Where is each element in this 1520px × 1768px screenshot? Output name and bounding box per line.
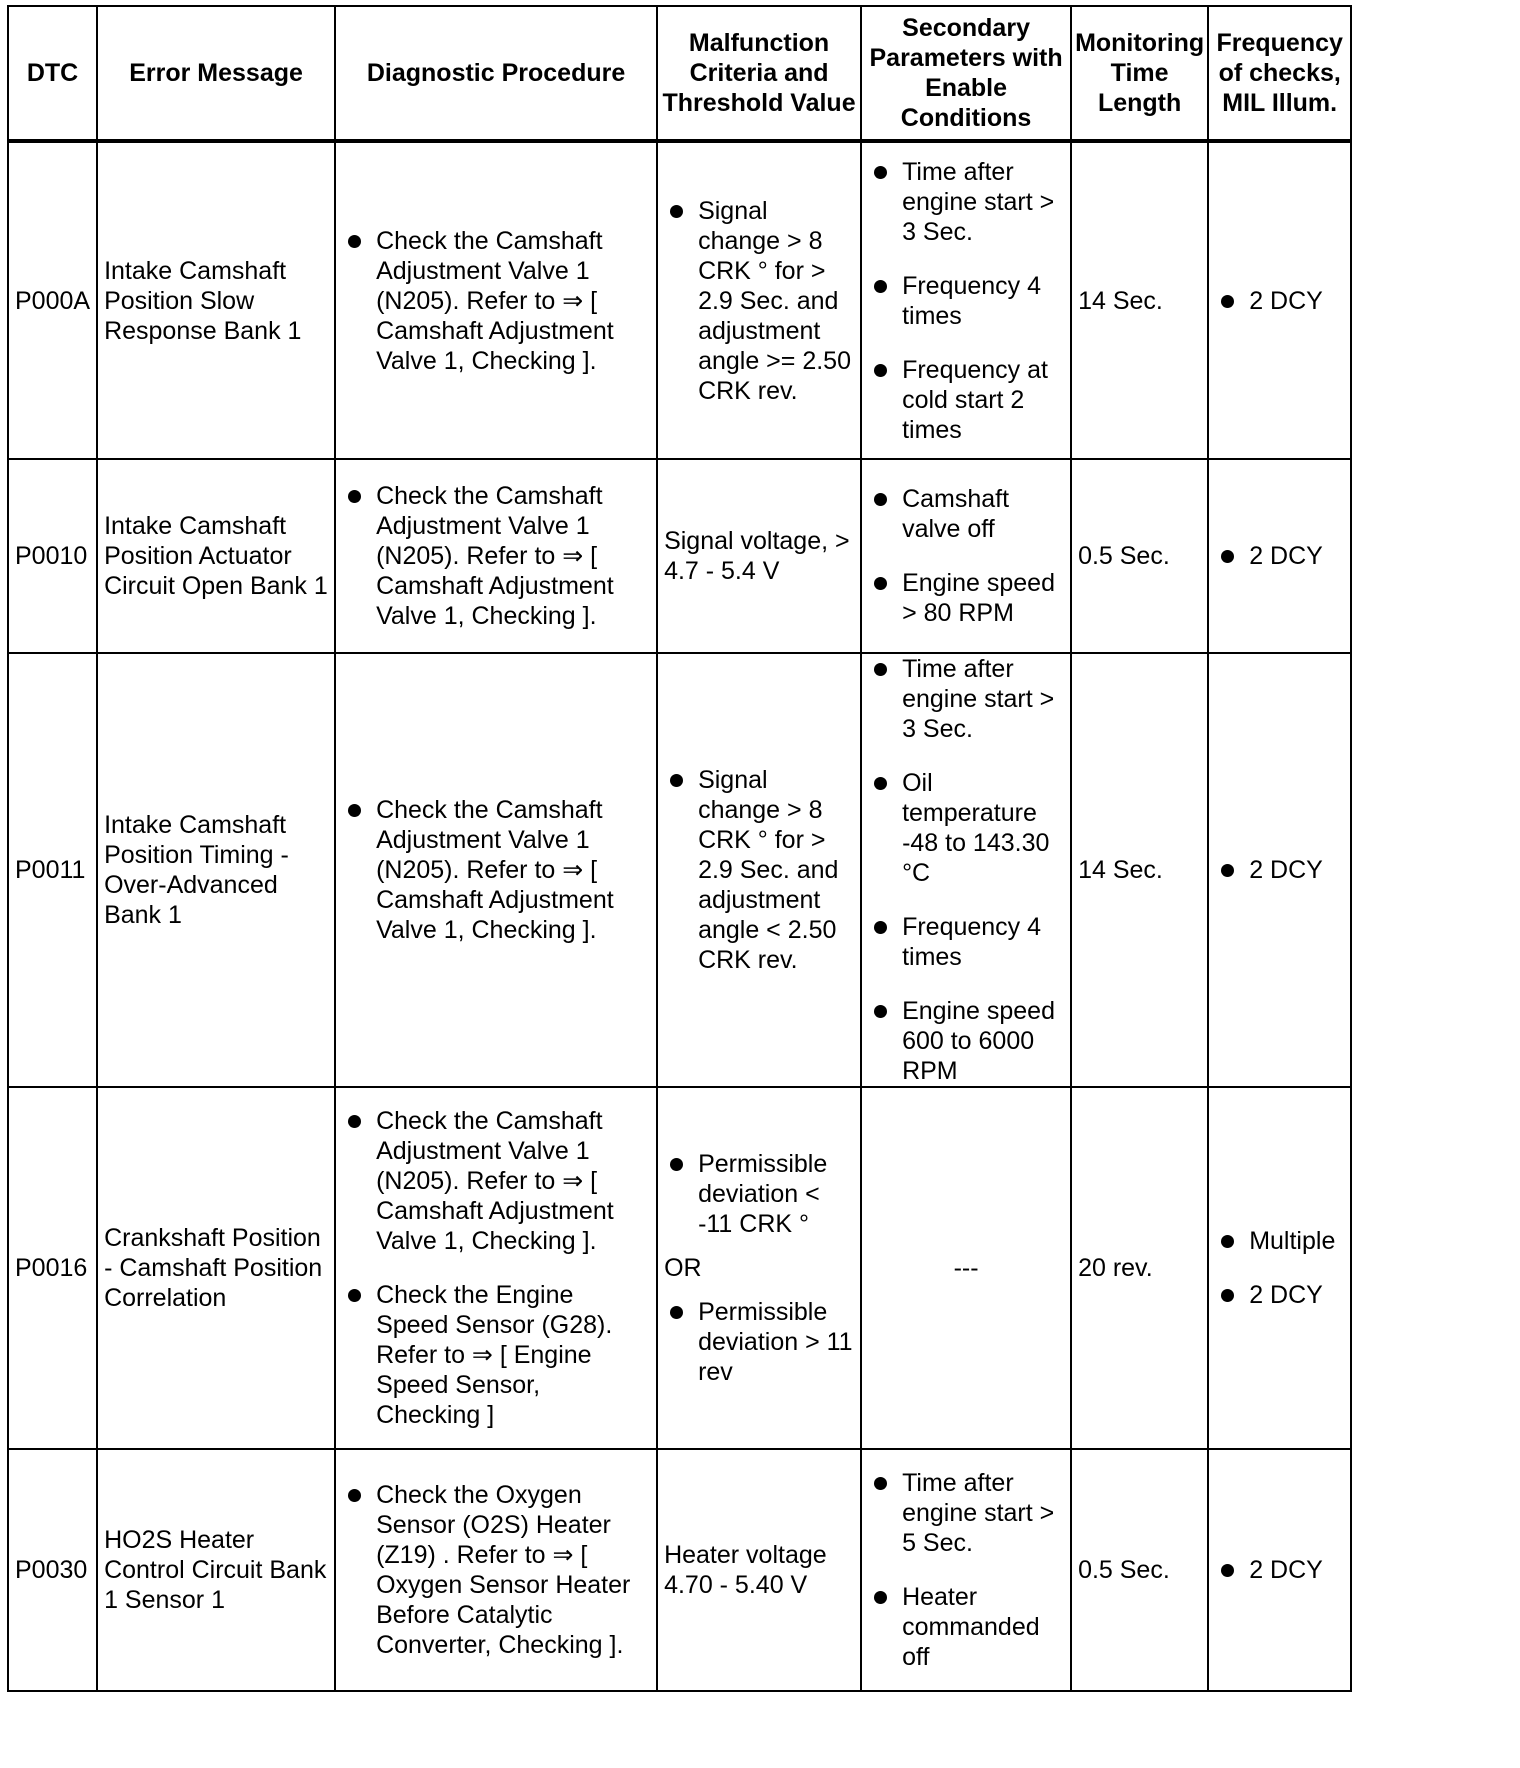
malfunction-criteria: Signal voltage, > 4.7 - 5.4 V bbox=[657, 459, 861, 653]
table-row bbox=[8, 653, 1351, 1087]
diagnostic-procedure bbox=[335, 1449, 657, 1691]
dtc-code: P0016 bbox=[8, 1087, 97, 1449]
frequency-item: 2 DCY bbox=[1215, 855, 1344, 885]
header-dtc: DTC bbox=[8, 6, 97, 141]
frequency-item: Multiple bbox=[1215, 1226, 1344, 1256]
secondary-parameters bbox=[861, 653, 1071, 1087]
frequency-cell bbox=[1208, 1087, 1351, 1449]
criteria-item: Permissible deviation < -11 CRK ° bbox=[664, 1149, 854, 1239]
secondary-parameters bbox=[861, 459, 1071, 653]
criteria-item: Signal change > 8 CRK ° for > 2.9 Sec. and adjustment angle < 2.50 CRK rev. bbox=[664, 765, 854, 975]
table-row bbox=[8, 1449, 1351, 1691]
table-row bbox=[8, 141, 1351, 459]
secondary-item: Heater commanded off bbox=[868, 1582, 1064, 1672]
header-diagnostic-procedure: Diagnostic Procedure bbox=[335, 6, 657, 141]
header-error-message: Error Message bbox=[97, 6, 335, 141]
procedure-item: Check the Oxygen Sensor (O2S) Heater (Z19) . Refer to ⇒ [ Oxygen Sensor Heater Before Catalytic Converter, Checking ]. bbox=[342, 1480, 650, 1660]
monitoring-time: 0.5 Sec. bbox=[1071, 459, 1208, 653]
header-monitoring-time: Monitoring Time Length bbox=[1071, 6, 1208, 141]
frequency-item: 2 DCY bbox=[1215, 1280, 1344, 1310]
secondary-item: Engine speed > 80 RPM bbox=[868, 568, 1064, 628]
error-message: Intake Camshaft Position Slow Response Bank 1 bbox=[97, 141, 335, 459]
frequency-cell bbox=[1208, 459, 1351, 653]
secondary-item: Frequency 4 times bbox=[868, 271, 1064, 331]
procedure-item: Check the Camshaft Adjustment Valve 1 (N205). Refer to ⇒ [ Camshaft Adjustment Valve 1, Checking ]. bbox=[342, 226, 650, 376]
criteria-item: Permissible deviation > 11 rev bbox=[664, 1297, 854, 1387]
secondary-item: Frequency at cold start 2 times bbox=[868, 355, 1064, 445]
header-secondary-parameters: Secondary Parameters with Enable Conditions bbox=[861, 6, 1071, 141]
frequency-item: 2 DCY bbox=[1215, 541, 1344, 571]
error-message: HO2S Heater Control Circuit Bank 1 Sensor 1 bbox=[97, 1449, 335, 1691]
frequency-cell bbox=[1208, 1449, 1351, 1691]
diagnostic-procedure bbox=[335, 141, 657, 459]
frequency-item: 2 DCY bbox=[1215, 1555, 1344, 1585]
dtc-table bbox=[7, 5, 1352, 1692]
secondary-item: Oil temperature -48 to 143.30 °C bbox=[868, 768, 1064, 888]
dtc-code: P0030 bbox=[8, 1449, 97, 1691]
secondary-item: Time after engine start > 5 Sec. bbox=[868, 1468, 1064, 1558]
secondary-item: Time after engine start > 3 Sec. bbox=[868, 157, 1064, 247]
diagnostic-procedure bbox=[335, 459, 657, 653]
header-frequency: Frequency of checks, MIL Illum. bbox=[1208, 6, 1351, 141]
frequency-cell bbox=[1208, 653, 1351, 1087]
dtc-code: P000A bbox=[8, 141, 97, 459]
table-row bbox=[8, 459, 1351, 653]
malfunction-criteria bbox=[657, 141, 861, 459]
error-message: Intake Camshaft Position Actuator Circuit Open Bank 1 bbox=[97, 459, 335, 653]
dtc-code: P0010 bbox=[8, 459, 97, 653]
frequency-item: 2 DCY bbox=[1215, 286, 1344, 316]
secondary-item: Time after engine start > 3 Sec. bbox=[868, 654, 1064, 744]
malfunction-criteria bbox=[657, 1087, 861, 1449]
procedure-item: Check the Camshaft Adjustment Valve 1 (N205). Refer to ⇒ [ Camshaft Adjustment Valve 1, Checking ]. bbox=[342, 481, 650, 631]
error-message: Crankshaft Position - Camshaft Position Correlation bbox=[97, 1087, 335, 1449]
procedure-item: Check the Engine Speed Sensor (G28). Refer to ⇒ [ Engine Speed Sensor, Checking ] bbox=[342, 1280, 650, 1430]
header-row bbox=[8, 6, 1351, 141]
monitoring-time: 14 Sec. bbox=[1071, 141, 1208, 459]
secondary-item: Camshaft valve off bbox=[868, 484, 1064, 544]
table-row bbox=[8, 1087, 1351, 1449]
criteria-item: Signal change > 8 CRK ° for > 2.9 Sec. and adjustment angle >= 2.50 CRK rev. bbox=[664, 196, 854, 406]
monitoring-time: 14 Sec. bbox=[1071, 653, 1208, 1087]
header-malfunction-criteria: Malfunction Criteria and Threshold Value bbox=[657, 6, 861, 141]
diagnostic-procedure bbox=[335, 653, 657, 1087]
monitoring-time: 0.5 Sec. bbox=[1071, 1449, 1208, 1691]
secondary-item: Engine speed 600 to 6000 RPM bbox=[868, 996, 1064, 1086]
diagnostic-procedure bbox=[335, 1087, 657, 1449]
procedure-item: Check the Camshaft Adjustment Valve 1 (N205). Refer to ⇒ [ Camshaft Adjustment Valve 1, Checking ]. bbox=[342, 1106, 650, 1256]
criteria-or: OR bbox=[664, 1254, 702, 1282]
secondary-parameters bbox=[861, 1449, 1071, 1691]
malfunction-criteria: Heater voltage 4.70 - 5.40 V bbox=[657, 1449, 861, 1691]
error-message: Intake Camshaft Position Timing - Over-Advanced Bank 1 bbox=[97, 653, 335, 1087]
dtc-code: P0011 bbox=[8, 653, 97, 1087]
malfunction-criteria bbox=[657, 653, 861, 1087]
frequency-cell bbox=[1208, 141, 1351, 459]
monitoring-time: 20 rev. bbox=[1071, 1087, 1208, 1449]
secondary-parameters: --- bbox=[861, 1087, 1071, 1449]
procedure-item: Check the Camshaft Adjustment Valve 1 (N205). Refer to ⇒ [ Camshaft Adjustment Valve 1, Checking ]. bbox=[342, 795, 650, 945]
secondary-item: Frequency 4 times bbox=[868, 912, 1064, 972]
secondary-parameters bbox=[861, 141, 1071, 459]
